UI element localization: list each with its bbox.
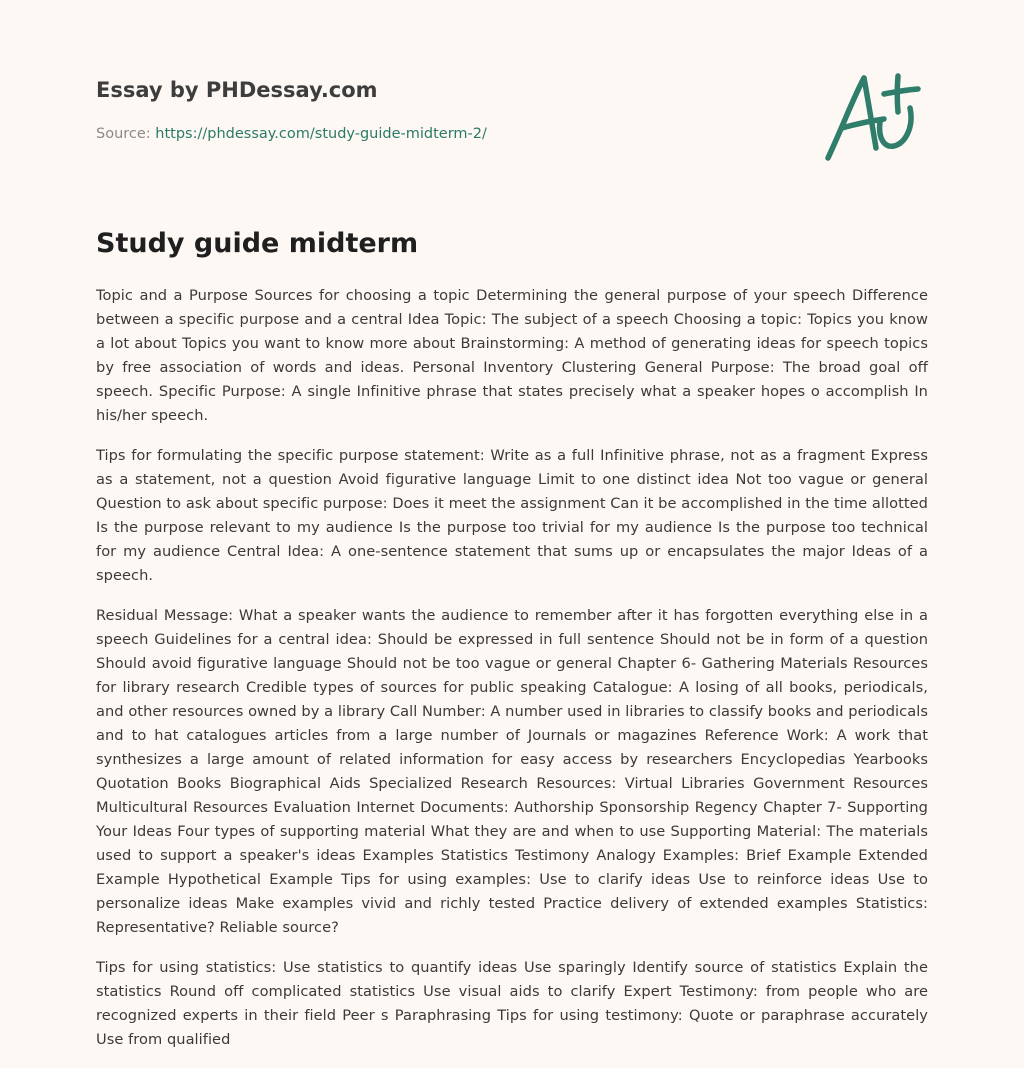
- article-body: [96, 284, 928, 1068]
- article-paragraph: Topic and a Purpose Sources for choosing a topic Determining the general purpose of your speech Difference between a specific purpose and a central Idea Topic: The subject of a speech Choosing a topic: Topics you know a lot about Topics you want to know more about Brainstorming: A method of generating ideas for speech topics by free association of words and ideas. Personal Inventory Clustering General Purpose: The broad goal off speech. Specific Purpose: A single Infinitive phrase that states precisely what a speaker hopes o accomplish In his/her speech.: [96, 287, 928, 424]
- article-paragraph: Tips for using statistics: Use statistics to quantify ideas Use sparingly Identify source of statistics Explain the statistics Round off complicated statistics Use visual aids to clarify Expert Testimony: from people who are recognized experts in their field Peer s Paraphrasing Tips for using testimony: Quote or paraphrase accurately Use from qualified: [96, 959, 928, 1048]
- brand-title: Essay by PHDessay.com: [96, 78, 378, 102]
- document-header: [96, 76, 796, 144]
- article-title: Study guide midterm: [96, 228, 419, 259]
- article-paragraph: Tips for formulating the specific purpose statement: Write as a full Infinitive phrase, not as a fragment Express as a statement, not a question Avoid figurative language Limit to one distinct idea Not too vague or general Question to ask about specific purpose: Does it meet the assignment Can it be accomplished in the time allotted Is the purpose relevant to my audience Is the purpose too trivial for my audience Is the purpose too technical for my audience Central Idea: A one-sentence statement that sums up or encapsulates the major Ideas of a speech.: [96, 447, 928, 584]
- article-paragraph: Residual Message: What a speaker wants the audience to remember after it has forgotten everything else in a speech Guidelines for a central idea: Should be expressed in full sentence Should not be in form of a question Should avoid figurative language Should not be too vague or general Chapter 6- Gathering Materials Resources for library research Credible types of sources for public speaking Catalogue: A losing of all books, periodicals, and other resources owned by a library Call Number: A number used in libraries to classify books and periodicals and to hat catalogues articles from a large number of Journals or magazines Reference Work: A work that synthesizes a large amount of related information for easy access by researchers Encyclopedias Yearbooks Quotation Books Biographical Aids Specialized Research Resources: Virtual Libraries Government Resources Multicultural Resources Evaluation Internet Documents: Authorship Sponsorship Regency Chapter 7- Supporting Your Ideas Four types of supporting material What they are and when to use Supporting Material: The materials used to support a speaker's ideas Examples Statistics Testimony Analogy Examples: Brief Example Extended Example Hypothetical Example Tips for using examples: Use to clarify ideas Use to reinforce ideas Use to personalize ideas Make examples vivid and richly tested Practice delivery of extended examples Statistics: Representative? Reliable source?: [96, 607, 928, 936]
- source-link[interactable]: https://phdessay.com/study-guide-midterm-2/: [155, 126, 487, 142]
- source-label: Source:: [96, 126, 156, 142]
- source-line: [96, 124, 796, 144]
- a-plus-grade-icon: [818, 64, 930, 168]
